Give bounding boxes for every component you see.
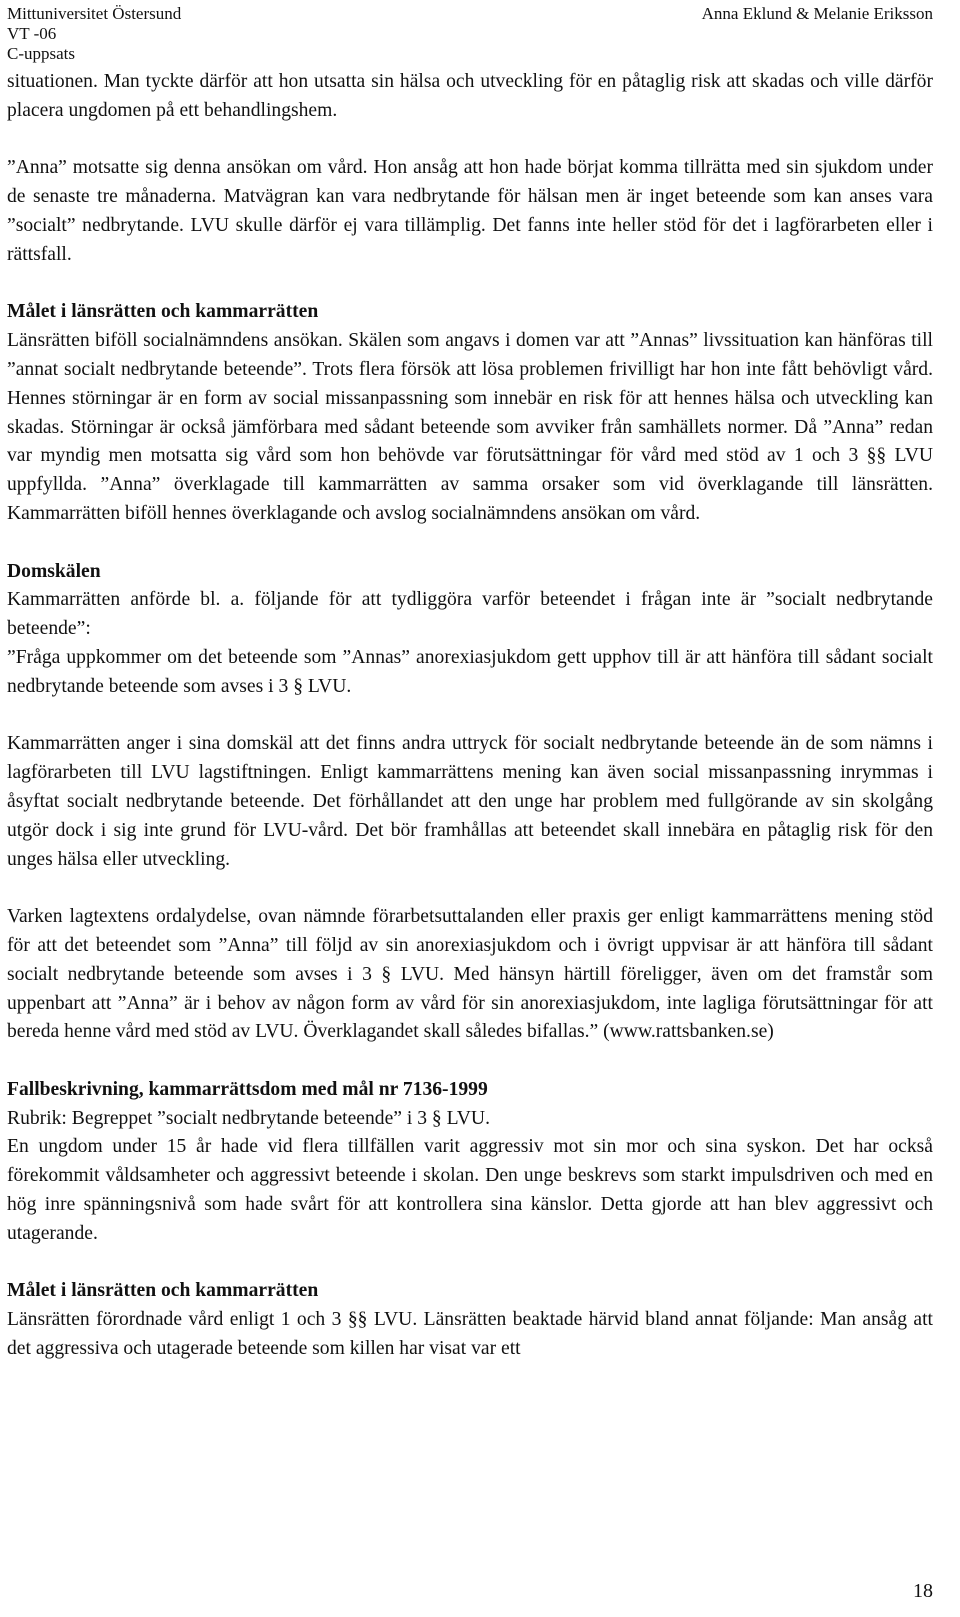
paragraph: En ungdom under 15 år hade vid flera tillfällen varit aggressiv mot sin mor och sina syskon. Det har också förekommit våldsamheter och aggressivt beteende i skolan. Den unge beskrevs som starkt impulsdriven och med en hög inre spänningsnivå som hade svårt för att kontrollera sina känslor. Detta gjorde att han blev aggressivt och utagerande. bbox=[7, 1136, 933, 1244]
paragraph: Länsrätten biföll socialnämndens ansökan. Skälen som angavs i domen var att ”Annas” livssituation kan hänföras till ”annat socialt nedbrytande beteende”. Trots flera försök att lösa problemen frivilligt har hon inte fått behövligt vård. Hennes störningar är en form av social missanpassning som innebär en risk för att hennes hälsa och utveckling kan skadas. Störningar är också jämförbara med sådant beteende som avviker från samhällets normer. Då ”Anna” redan var myndig men motsatta sig vård som hon behövde var förutsättningar för vård med stöd av 1 och 3 §§ LVU uppfyllda. ”Anna” överklagade till kammarrätten av samma orsaker som vid överklagande till länsrätten. Kammarrätten biföll hennes överklagande och avslog socialnämndens ansökan om vård. bbox=[7, 330, 933, 524]
header-university: Mittuniversitet Östersund bbox=[7, 4, 182, 23]
section-heading: Fallbeskrivning, kammarrättsdom med mål nr 7136-1999 bbox=[7, 1078, 488, 1100]
section-heading: Målet i länsrätten och kammarrätten bbox=[7, 1280, 319, 1302]
quote-paragraph: ”Fråga uppkommer om det beteende som ”Annas” anorexiasjukdom gett upphov till är att hänföra till sådant socialt nedbrytande beteende som avses i 3 § LVU. bbox=[7, 646, 933, 697]
paragraph: Kammarrätten anger i sina domskäl att det finns andra uttryck för socialt nedbrytande beteende än de som nämns i lagförarbeten till LVU lagstiftningen. Enligt kammarrättens mening kan även social missanpassning inrymmas i åsyftat socialt nedbrytande beteende. Det förhållandet att den unge har problem med fullgörande av sin skolgång utgör dock i sig inte grund för LVU-vård. Det bör framhållas att beteendet skall innebära en påtaglig risk för den unges hälsa eller utveckling. bbox=[7, 733, 933, 870]
page-header bbox=[7, 4, 933, 64]
paragraph: Länsrätten förordnade vård enligt 1 och 3 §§ LVU. Länsrätten beaktade härvid bland annat följande: Man ansåg att det aggressiva och utagerade beteende som killen har visat var ett bbox=[7, 1309, 933, 1360]
paragraph: Kammarrätten anförde bl. a. följande för att tydliggöra varför beteendet i frågan inte är ”socialt nedbrytande beteende”: bbox=[7, 589, 933, 640]
section-heading: Domskälen bbox=[7, 560, 101, 582]
header-authors: Anna Eklund & Melanie Eriksson bbox=[701, 4, 933, 23]
header-term: VT -06 bbox=[7, 24, 57, 43]
paragraph: ”Anna” motsatte sig denna ansökan om vård. Hon ansåg att hon hade börjat komma tillrätta med sin sjukdom under de senaste tre månaderna. Matvägran kan vara nedbrytande för hälsan men är inget beteende som kan anses vara ”socialt” nedbrytande. LVU skulle därför ej vara tillämplig. Det fanns inte heller stöd för det i lagförarbeten eller i rättsfall. bbox=[7, 157, 933, 265]
section-heading: Målet i länsrätten och kammarrätten bbox=[7, 301, 319, 323]
paragraph: Rubrik: Begreppet ”socialt nedbrytande beteende” i 3 § LVU. bbox=[7, 1107, 490, 1129]
header-type: C-uppsats bbox=[7, 44, 75, 63]
document-body bbox=[7, 68, 933, 1364]
paragraph: Varken lagtextens ordalydelse, ovan nämnde förarbetsuttalanden eller praxis ger enligt kammarrättens mening stöd för att det beteendet som ”Anna” till följd av sin anorexiasjukdom och i övrigt uppvisar är att hänföra till sådant socialt nedbrytande beteende som avses i 3 § LVU. Med hänsyn härtill föreligger, även om det framstår som uppenbart att ”Anna” är i behov av någon form av vård för sin anorexiasjukdom, inte lagliga förutsättningar för att bereda henne vård med stöd av LVU. Överklagandet skall således bifallas.” (www.rattsbanken.se) bbox=[7, 906, 933, 1043]
page-number: 18 bbox=[913, 1580, 933, 1602]
paragraph: situationen. Man tyckte därför att hon utsatta sin hälsa och utveckling för en påtaglig risk att skadas och ville därför placera ungdomen på ett behandlingshem. bbox=[7, 71, 933, 121]
